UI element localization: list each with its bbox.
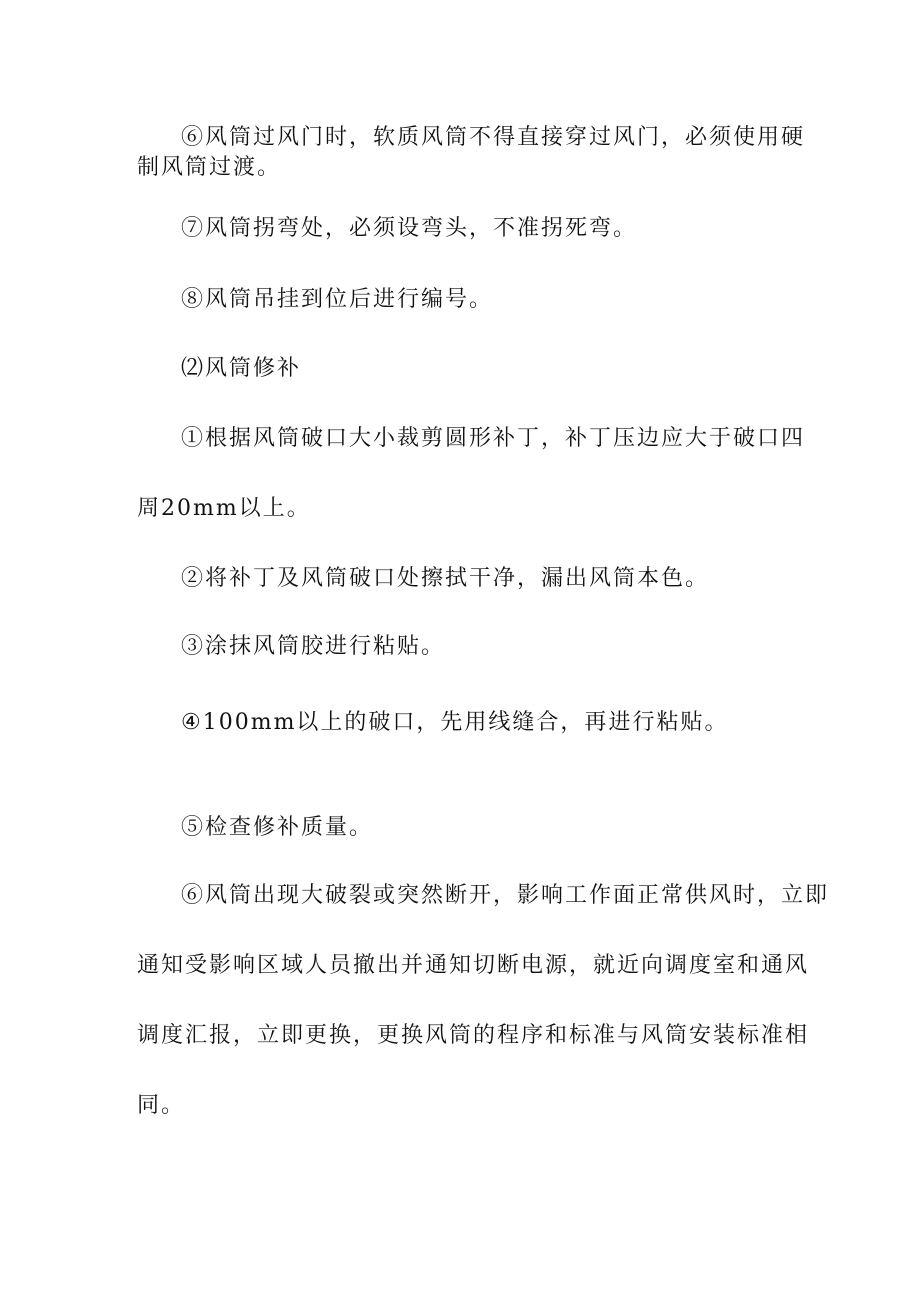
paragraph-line-7: ②将补丁及风筒破口处擦拭干净，漏出风筒本色。 (181, 566, 710, 591)
paragraph-line-11: ⑥风筒出现大破裂或突然断开，影响工作面正常供风时，立即 (181, 883, 830, 908)
paragraph-line-14: 同。 (137, 1093, 186, 1118)
paragraph-line-8: ③涂抹风筒胶进行粘贴。 (181, 634, 446, 659)
paragraph-line-10: ⑤检查修补质量。 (181, 815, 374, 840)
paragraph-line-5: ①根据风筒破口大小裁剪圆形补丁，补丁压边应大于破口四 (181, 426, 806, 451)
paragraph-line-12: 通知受影响区域人员撤出并通知切断电源，就近向调度室和通风 (137, 953, 810, 978)
paragraph-line-4: ⑧风筒吊挂到位后进行编号。 (181, 287, 494, 312)
section-heading: ⑵风筒修补 (181, 356, 302, 381)
paragraph-line-1: ⑥风筒过风门时，软质风筒不得直接穿过风门，必须使用硬 (181, 125, 806, 150)
paragraph-line-3: ⑦风筒拐弯处，必须设弯头，不准拐死弯。 (181, 216, 638, 241)
paragraph-line-2: 制风筒过渡。 (137, 155, 282, 180)
paragraph-line-9: ④100mm以上的破口，先用线缝合，再进行粘贴。 (181, 710, 729, 735)
paragraph-line-13: 调度汇报，立即更换，更换风筒的程序和标准与风筒安装标准相 (137, 1023, 810, 1048)
paragraph-line-6: 周20mm以上。 (137, 496, 311, 521)
